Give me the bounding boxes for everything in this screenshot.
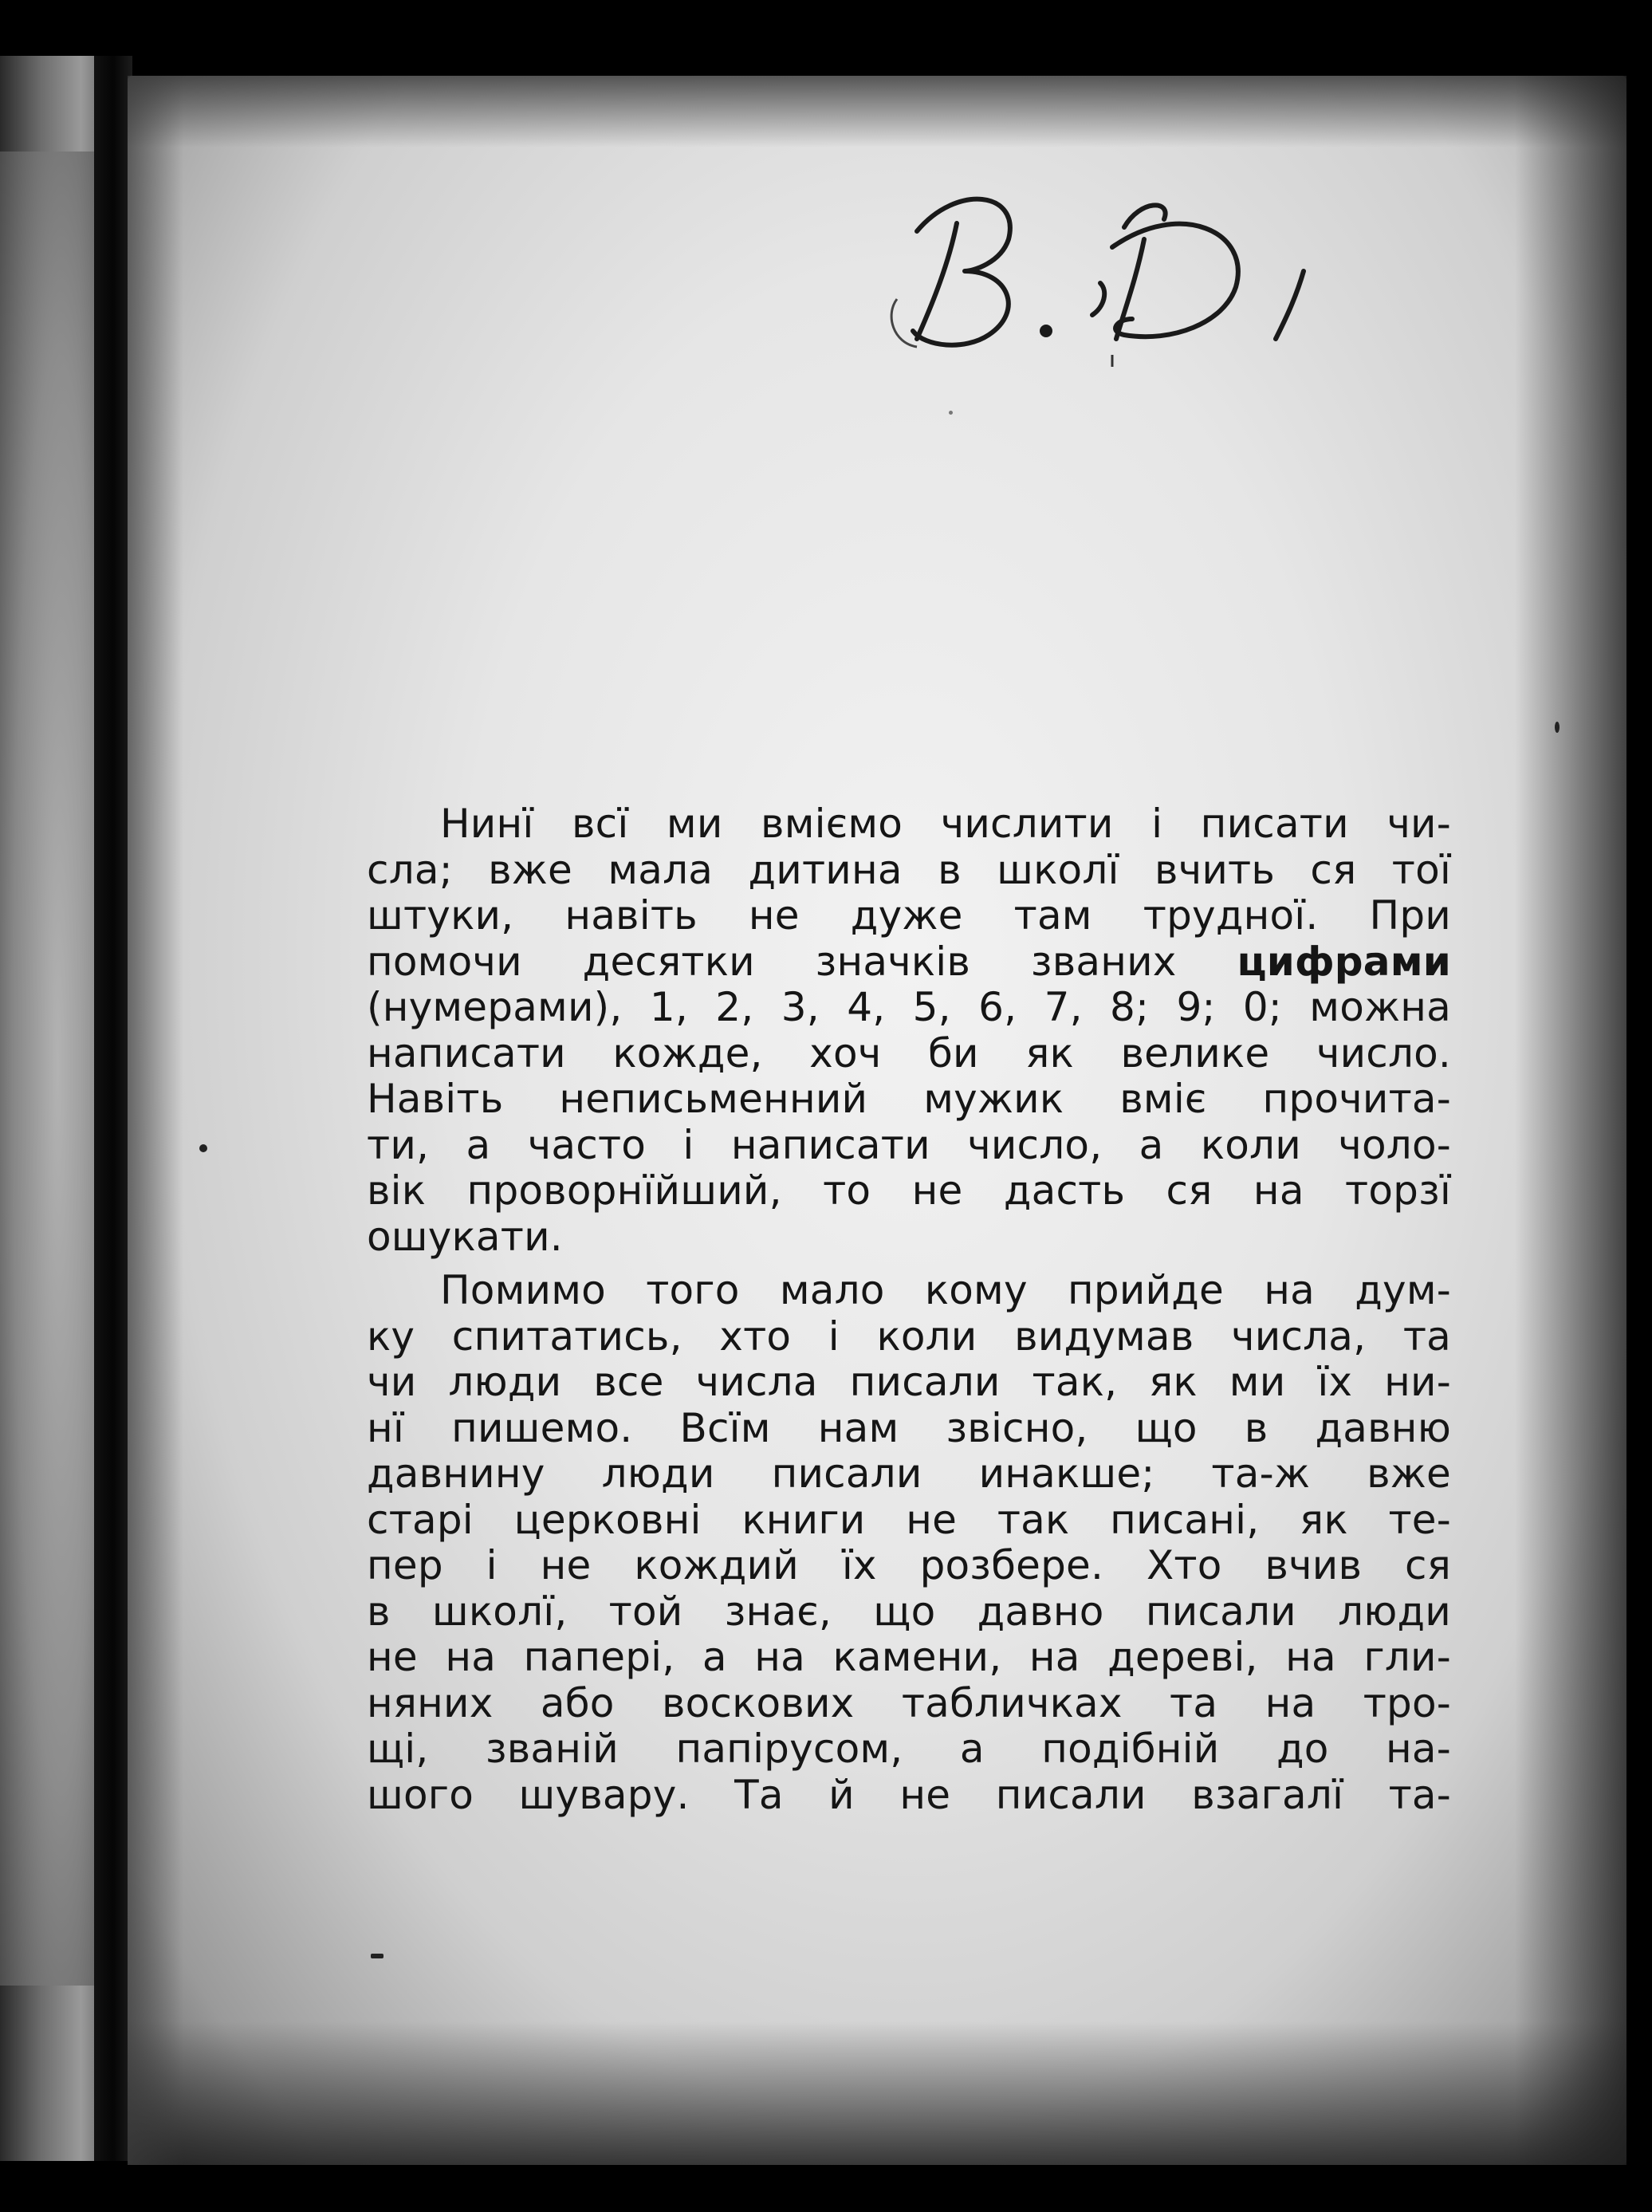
- paragraph1-line: Навіть неписьменний мужик вміє прочита-: [367, 1076, 1451, 1122]
- paragraph2-line: не на папері, а на камени, на дереві, на гли-: [367, 1634, 1451, 1680]
- left-page-paper: [0, 152, 96, 1986]
- paragraph1-line: сла; вже мала дитина в школї вчить ся тої: [367, 846, 1451, 893]
- page-shadow-bottom: [128, 2021, 1626, 2165]
- paragraph1-line: ошукати.: [367, 1213, 563, 1260]
- right-page: [128, 76, 1626, 2165]
- paragraph1-line: [367, 939, 1451, 986]
- paragraph2-line: Помимо того мало кому прийде на дум-: [440, 1267, 1451, 1313]
- paragraph2-line: пер і не кождий їх розбере. Хто вчив ся: [367, 1542, 1451, 1588]
- body-text: [367, 801, 1451, 1818]
- book-spine: [94, 56, 132, 2161]
- paragraph2-line: няних або воскових табличках та на тро-: [367, 1679, 1451, 1726]
- paragraph2-line: шого шувару. Та й не писали взагалї та-: [367, 1771, 1451, 1818]
- paragraph1-line: (нумерами), 1, 2, 3, 4, 5, 6, 7, 8; 9; 0; можна: [367, 984, 1451, 1030]
- paragraph1-line-text: помочи десятки значків званих: [367, 938, 1237, 985]
- paragraph1-line: ти, а часто і написати число, а коли чоло-: [367, 1121, 1451, 1168]
- paragraph2-line: щі, званій папірусом, а подібній до на-: [367, 1726, 1451, 1772]
- scan-speck: [949, 411, 953, 415]
- page-shadow-left: [128, 76, 183, 2165]
- paragraph2-line: давнину люди писали инакше; та-ж вже: [367, 1450, 1451, 1497]
- paragraph1-line: написати кожде, хоч би як велике число.: [367, 1029, 1451, 1076]
- paragraph2-line: старі церковні книги не так писані, як те-: [367, 1496, 1451, 1543]
- scan-speck: [199, 1144, 207, 1152]
- paragraph2-line: нї пишемо. Всїм нам звісно, що в давню: [367, 1404, 1451, 1451]
- paragraph1-line: штуки, навіть не дуже там трудної. При: [367, 892, 1451, 939]
- scan-speck: [371, 1954, 384, 1958]
- paragraph2-line: ку спитатись, хто і коли видумав числа, та: [367, 1313, 1451, 1360]
- paragraph2-line: чи люди все числа писали так, як ми їх ни-: [367, 1359, 1451, 1405]
- page-shadow-top: [128, 76, 1626, 148]
- paragraph2-line: в школї, той знає, що давно писали люди: [367, 1588, 1451, 1635]
- bold-term: цифрами: [1237, 938, 1451, 985]
- paragraph1-line: Нинї всї ми вміємо числити і писати чи-: [440, 801, 1451, 847]
- scan-speck: [1555, 722, 1560, 733]
- paragraph1-line: вік проворнїйший, то не дасть ся на торзї: [367, 1167, 1451, 1214]
- handwritten-annotation: [837, 152, 1395, 367]
- page-shadow-right: [1515, 76, 1626, 2165]
